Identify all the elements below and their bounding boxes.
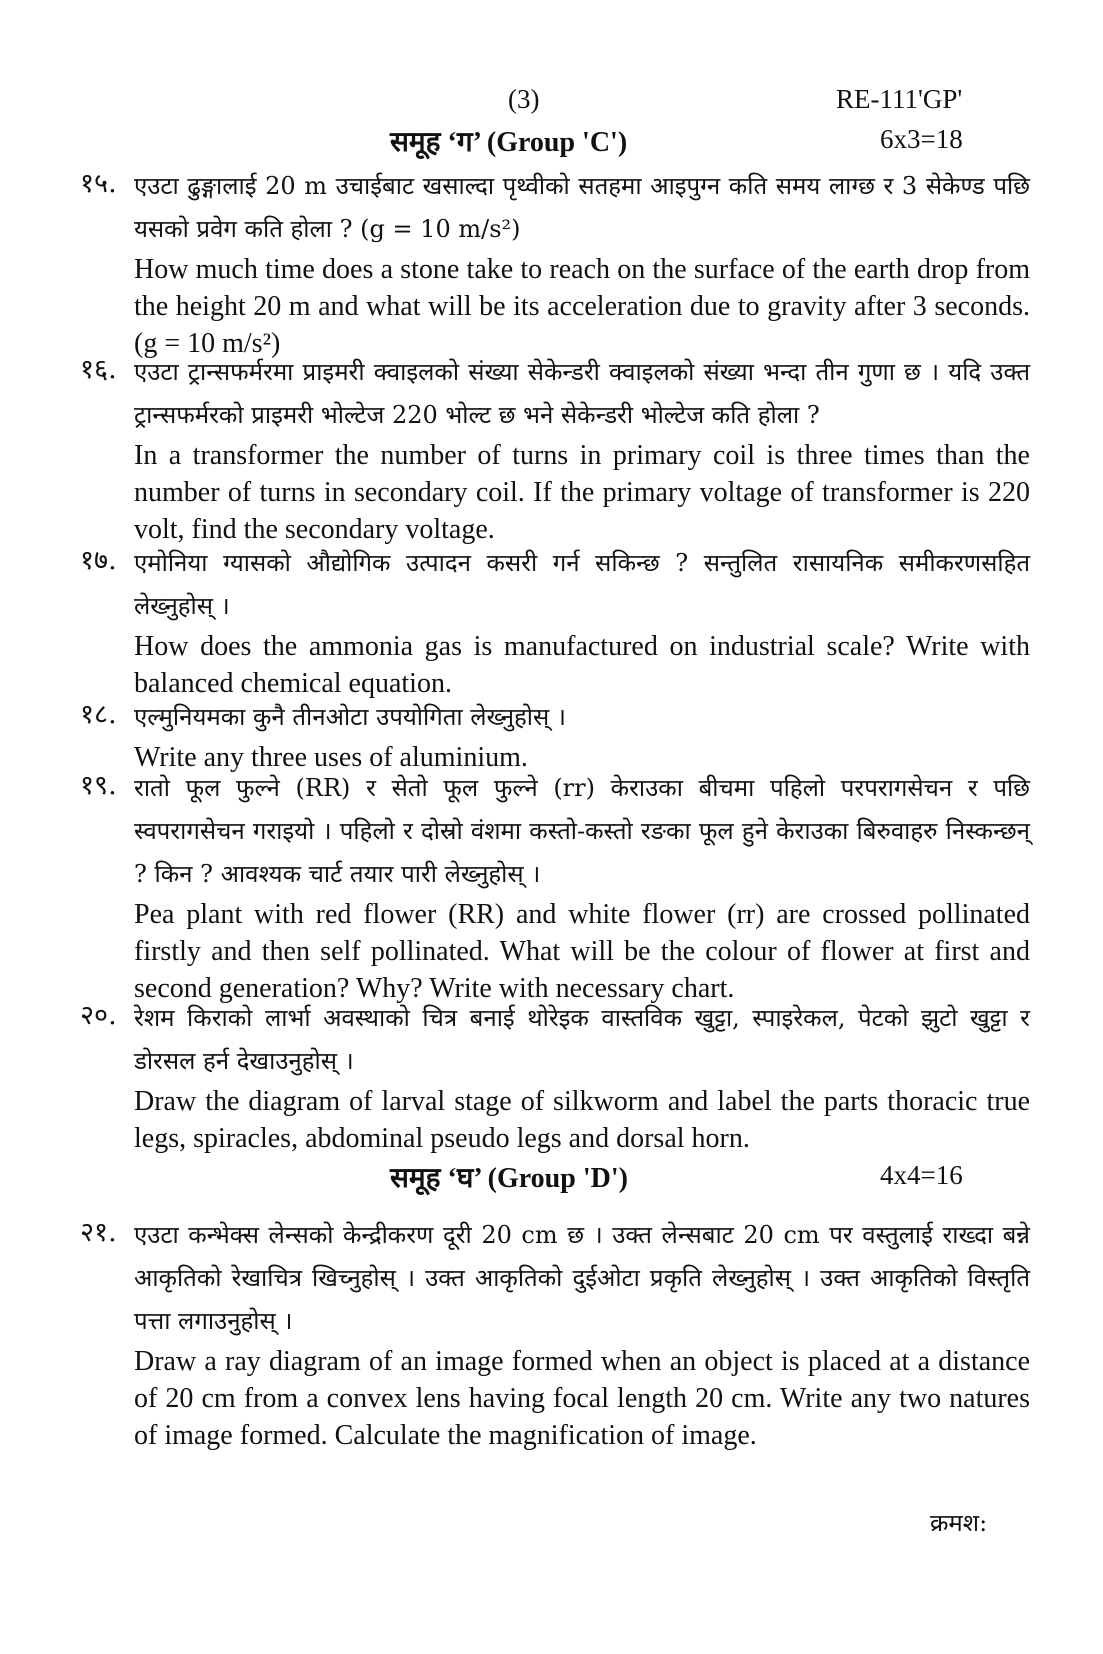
question-text-nepali: एल्मुनियमका कुनै तीनओटा उपयोगिता लेख्नुहोस् । bbox=[134, 703, 566, 731]
question-18 bbox=[80, 694, 1030, 776]
question-21 bbox=[80, 1212, 1030, 1454]
question-text-english: In a transformer the number of turns in primary coil is three times than the number of turns in secondary coil. If the primary voltage of transformer is 220 volt, find the secondary voltage. bbox=[134, 440, 1030, 545]
question-number: १९. bbox=[80, 770, 117, 801]
question-text-nepali: एउटा कन्भेक्स लेन्सको केन्द्रीकरण दूरी 20 cm छ । उक्त लेन्सबाट 20 cm पर वस्तुलाई राख्दा बन्ने आकृतिको रेखाचित्र खिच्नुहोस् । उक्त आकृतिको दुईओटा प्रकृति लेख्नुहोस् । उक्त आकृतिको विस्तृति पत्ता लगाउनुहोस् । bbox=[134, 1221, 1030, 1335]
question-17 bbox=[80, 540, 1030, 702]
continued-note: क्रमश: bbox=[930, 1509, 988, 1537]
group-c-marks: 6x3=18 bbox=[880, 124, 963, 154]
question-number: १५. bbox=[80, 168, 117, 199]
question-number: २०. bbox=[80, 1000, 117, 1031]
question-number: १७. bbox=[80, 545, 117, 576]
group-d-heading: समूह ‘घ’ (Group 'D') bbox=[390, 1163, 628, 1194]
group-c-heading: समूह ‘ग’ (Group 'C') bbox=[390, 127, 628, 158]
question-text-nepali: एमोनिया ग्यासको औद्योगिक उत्पादन कसरी गर्न सकिन्छ ? सन्तुलित रासायनिक समीकरणसहित लेख्नुहोस् । bbox=[134, 549, 1030, 620]
question-text-english: How does the ammonia gas is manufactured on industrial scale? Write with balanced chemical equation. bbox=[134, 631, 1030, 699]
question-16 bbox=[80, 349, 1030, 548]
paper-code: RE-111'GP' bbox=[836, 84, 963, 114]
question-text-nepali: एउटा ढुङ्गालाई 20 m उचाईबाट खसाल्दा पृथ्वीको सतहमा आइपुग्न कति समय लाग्छ र 3 सेकेण्ड पछि यसको प्रवेग कति होला ? (g = 10 m/s²) bbox=[134, 172, 1030, 243]
question-text-nepali: रातो फूल फुल्ने (RR) र सेतो फूल फुल्ने (rr) केराउका बीचमा पहिलो परपरागसेचन र पछि स्वपरागसेचन गराइयो । पहिलो र दोस्रो वंशमा कस्तो-कस्तो रङका फूल हुने केराउका बिरुवाहरु निस्कन्छन् ? किन ? आवश्यक चार्ट तयार पारी लेख्नुहोस् । bbox=[134, 774, 1030, 888]
page-number: (3) bbox=[508, 84, 540, 114]
question-20 bbox=[80, 995, 1030, 1157]
group-d-marks: 4x4=16 bbox=[880, 1160, 963, 1190]
question-text-nepali: एउटा ट्रान्सफर्मरमा प्राइमरी क्वाइलको संख्या सेकेन्डरी क्वाइलको संख्या भन्दा तीन गुणा छ । यदि उक्त ट्रान्सफर्मरको प्राइमरी भोल्टेज 220 भोल्ट छ भने सेकेन्डरी भोल्टेज कति होला ? bbox=[134, 358, 1030, 429]
question-15 bbox=[80, 163, 1030, 362]
question-text-english: Write any three uses of aluminium. bbox=[134, 742, 528, 773]
question-number: १८. bbox=[80, 699, 117, 730]
question-19 bbox=[80, 765, 1030, 1007]
question-number: १६. bbox=[80, 354, 117, 385]
question-text-english: How much time does a stone take to reach on the surface of the earth drop from the height 20 m and what will be its acceleration due to gravity after 3 seconds. (g = 10 m/s²) bbox=[134, 254, 1030, 359]
question-text-nepali: रेशम किराको लार्भा अवस्थाको चित्र बनाई थोरेइक वास्तविक खुट्टा, स्पाइरेकल, पेटको झुटो खुट्टा र डोरसल हर्न देखाउनुहोस् । bbox=[134, 1004, 1030, 1075]
question-text-english: Draw a ray diagram of an image formed when an object is placed at a distance of 20 cm from a convex lens having focal length 20 cm. Write any two natures of image formed. Calculate the magnification of image. bbox=[134, 1346, 1030, 1451]
question-number: २१. bbox=[80, 1217, 117, 1248]
question-text-english: Pea plant with red flower (RR) and white flower (rr) are crossed pollinated firstly and then self pollinated. What will be the colour of flower at first and second generation? Why? Write with necessary chart. bbox=[134, 899, 1030, 1004]
question-text-english: Draw the diagram of larval stage of silkworm and label the parts thoracic true legs, spiracles, abdominal pseudo legs and dorsal horn. bbox=[134, 1086, 1030, 1154]
